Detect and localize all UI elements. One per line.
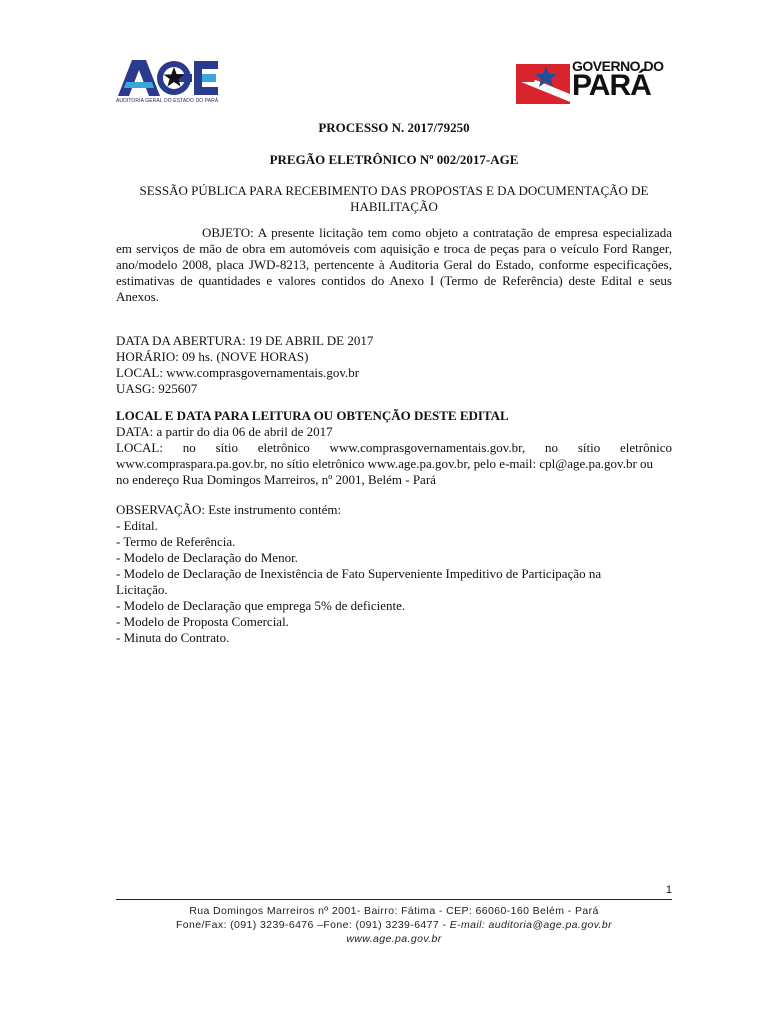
abertura-horario: HORÁRIO: 09 hs. (NOVE HORAS) <box>116 349 309 364</box>
observacao-item: - Edital. <box>116 518 158 533</box>
abertura-uasg: UASG: 925607 <box>116 381 198 396</box>
footer-phones: Fone/Fax: (091) 3239-6476 –Fone: (091) 3239-6477 - <box>175 919 450 931</box>
leitura-heading: LOCAL E DATA PARA LEITURA OU OBTENÇÃO DESTE EDITAL <box>116 408 509 423</box>
observacao-item: - Minuta do Contrato. <box>116 630 230 645</box>
age-logo-subtitle: AUDITORIA GERAL DO ESTADO DO PARÁ <box>116 98 219 104</box>
leitura-data: DATA: a partir do dia 06 de abril de 2017 <box>116 424 333 439</box>
abertura-info <box>116 333 672 397</box>
observacao-item: - Modelo de Declaração de Inexistência de Fato Superveniente Impeditivo de Participação na <box>116 566 602 581</box>
observacao-heading: OBSERVAÇÃO: Este instrumento contém: <box>116 502 342 517</box>
abertura-local: LOCAL: www.comprasgovernamentais.gov.br <box>116 365 360 380</box>
footer-email[interactable]: E-mail: auditoria@age.pa.gov.br <box>449 919 613 931</box>
objeto-paragraph: OBJETO: A presente licitação tem como objeto a contratação de empresa especializada em serviços de mão de obra em automóveis com aquisição e troca de peças para o veículo Ford Ranger, ano/modelo 2008, placa JWD-8213, pertencente à Auditoria Geral do Estado, conforme especificações, estimativas de quantidades e valores contidos do Anexo I (Termo de Referência) deste Edital e seus Anexos. <box>116 225 672 304</box>
age-logo-mark <box>116 58 220 98</box>
governo-do-text: GOVERNO DO <box>572 58 664 74</box>
leitura-local-line-1: LOCAL: no sítio eletrônico www.comprasgovernamentais.gov.br, no sítio eletrônico <box>116 440 672 455</box>
abertura-data: DATA DA ABERTURA: 19 DE ABRIL DE 2017 <box>116 333 374 348</box>
observacao-section <box>116 502 672 646</box>
para-text: PARÁ <box>572 69 651 102</box>
observacao-item: - Modelo de Proposta Comercial. <box>116 614 289 629</box>
observacao-item: - Modelo de Declaração do Menor. <box>116 550 298 565</box>
footer-address: Rua Domingos Marreiros nº 2001- Bairro: Fátima - CEP: 66060-160 Belém - Pará <box>189 905 599 917</box>
governo-para-logo <box>516 58 668 104</box>
observacao-item: - Modelo de Declaração que emprega 5% de deficiente. <box>116 598 406 613</box>
observacao-item: - Termo de Referência. <box>116 534 236 549</box>
para-flag-icon <box>516 64 570 104</box>
processo-title: PROCESSO N. 2017/79250 <box>318 120 470 135</box>
footer-divider <box>116 899 672 900</box>
observacao-item: Licitação. <box>116 582 168 597</box>
leitura-local-line-2: www.compraspara.pa.gov.br, no sítio eletrônico www.age.pa.gov.br, pelo e-mail: cpl@age.pa.gov.br ou <box>116 456 654 471</box>
leitura-local-line-3: no endereço Rua Domingos Marreiros, nº 2001, Belém - Pará <box>116 472 436 487</box>
sessao-title-line-2: HABILITAÇÃO <box>350 199 438 214</box>
sessao-title-line-1: SESSÃO PÚBLICA PARA RECEBIMENTO DAS PROPOSTAS E DA DOCUMENTAÇÃO DE <box>139 183 649 198</box>
pregao-title: PREGÃO ELETRÔNICO Nº 002/2017-AGE <box>269 152 519 167</box>
leitura-section <box>116 408 672 488</box>
footer-website[interactable]: www.age.pa.gov.br <box>346 933 442 945</box>
age-logo <box>116 58 220 108</box>
sessao-title <box>116 183 672 215</box>
footer-contacts <box>116 918 672 932</box>
page-number: 1 <box>665 884 672 896</box>
